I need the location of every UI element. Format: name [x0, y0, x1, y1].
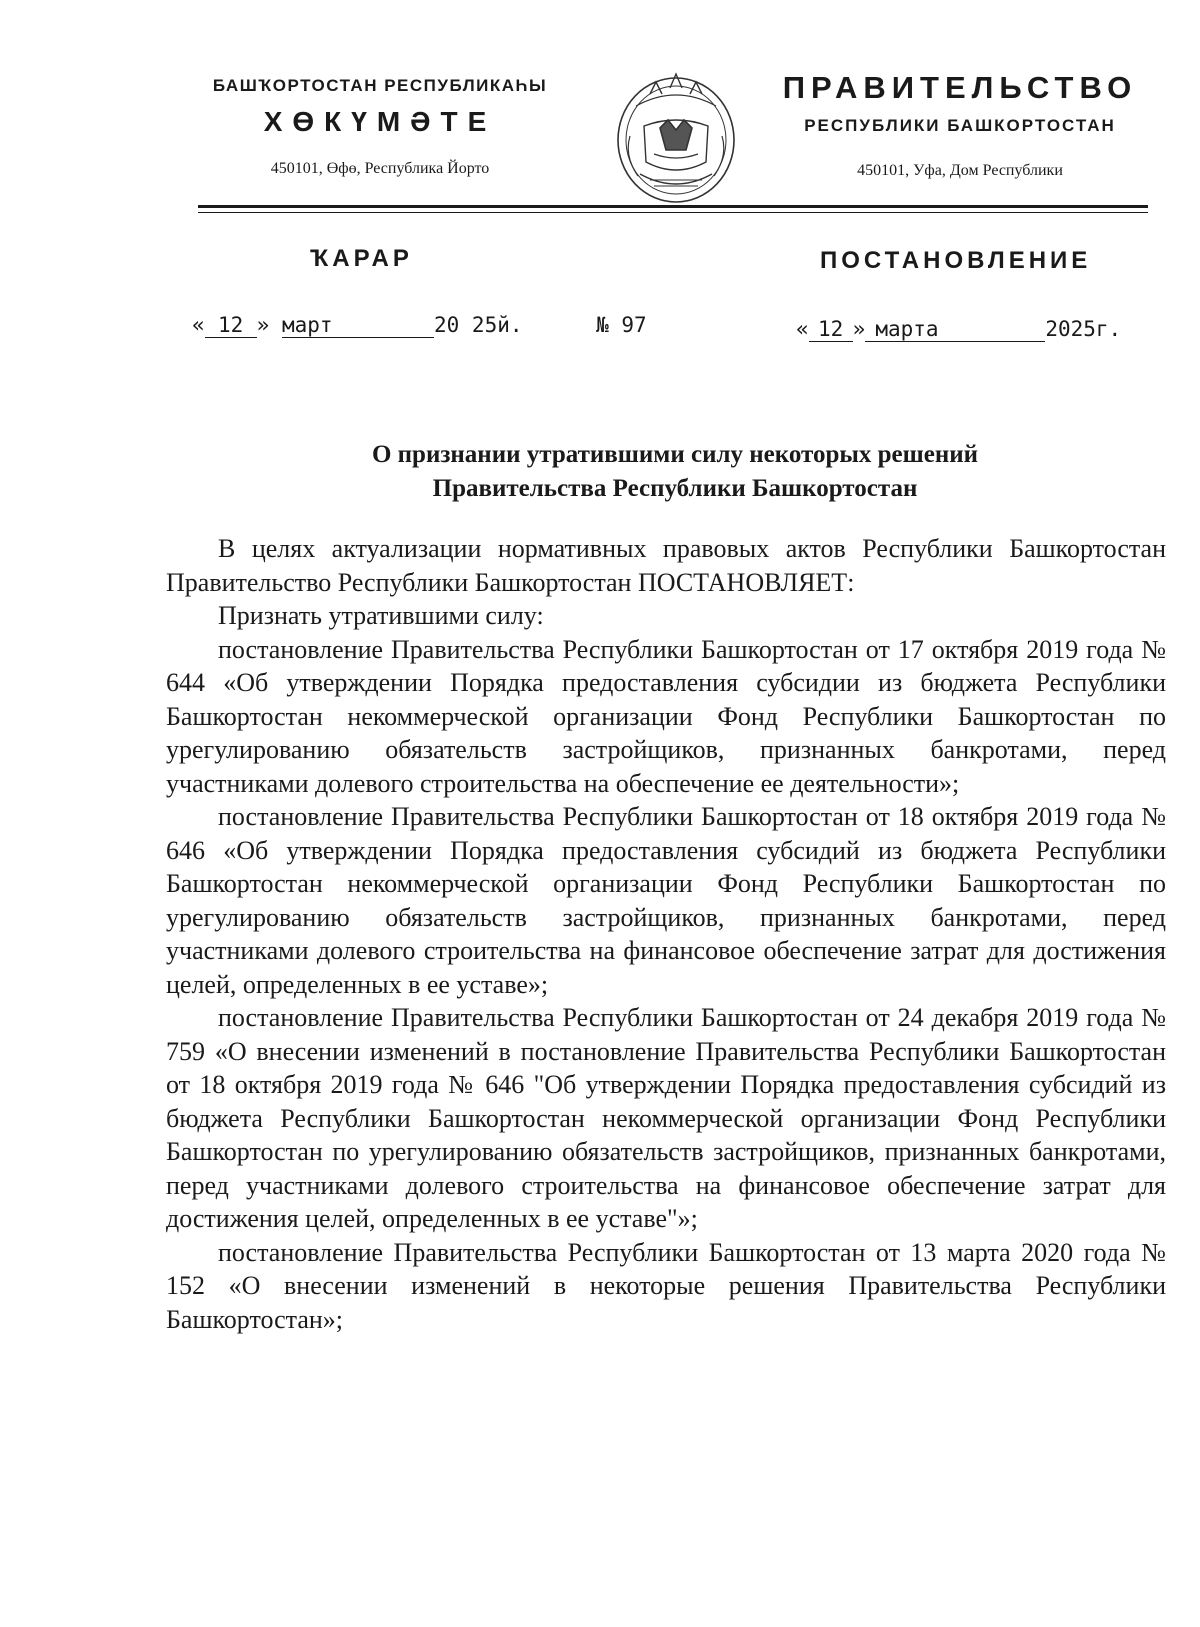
date-ba-year-suffix: 25й. — [471, 313, 523, 337]
header-russian — [770, 70, 1150, 180]
header-ru-republic: РЕСПУБЛИКИ БАШКОРТОСТАН — [804, 116, 1116, 135]
date-ru-day: 12 — [809, 317, 853, 342]
header-ba-republic: БАШҠОРТОСТАН РЕСПУБЛИКАҺЫ — [212, 76, 548, 95]
date-ba-close-quote: » — [256, 313, 270, 337]
paragraph-item-152: постановление Правительства Республики Башкортостан от 13 марта 2020 года № 152 «О внесении изменений в некоторые решения Правительства Республики Башкортостан»; — [166, 1237, 1166, 1334]
date-ba-day: 12 — [205, 313, 257, 338]
paragraph-item-759: постановление Правительства Республики Башкортостан от 24 декабря 2019 года № 759 «О внесении изменений в постановление Правительства Республики Башкортостан от 18 октября 2019 года № 646 "Об утверждении Порядка предоставления субсидий из бюджета Республики Башкортостан некоммерческой организации Фонд Республики Башкортостан по урегулированию обязательств застройщиков, признанных банкротами, перед участниками долевого строительства на финансовое обеспечение затрат для достижения целей, определенных в ее уставе"»; — [166, 1003, 1166, 1233]
date-ru-year-suffix: 25г. — [1070, 317, 1122, 341]
document-title — [160, 438, 1190, 506]
date-ru-open-quote: « — [796, 317, 809, 341]
paragraph-resolution: Признать утратившими силу: — [218, 601, 544, 630]
paragraph-item-644: постановление Правительства Республики Башкортостан от 17 октября 2019 года № 644 «Об утверждении Порядка предоставления субсидии из бюджета Республики Башкортостан некоммерческой организации Фонд Республики Башкортостан по урегулированию обязательств застройщиков, признанных банкротами, перед участниками долевого строительства на обеспечение ее деятельности»; — [166, 634, 1166, 798]
header-ru-government: ПРАВИТЕЛЬСТВО — [782, 70, 1138, 105]
paragraph-item-646: постановление Правительства Республики Башкортостан от 18 октября 2019 года № 646 «Об утверждении Порядка предоставления субсидий из бюджета Республики Башкортостан некоммерческой организации Фонд Республики Башкортостан по урегулированию обязательств застройщиков, признанных банкротами, перед участниками долевого строительства на финансовое обеспечение затрат для достижения целей, определенных в ее уставе»; — [166, 802, 1166, 999]
header-ba-address: 450101, Өфө, Республика Йорто — [270, 160, 490, 177]
document-body — [166, 532, 1166, 1336]
date-ru-month: марта — [865, 317, 1045, 342]
coat-of-arms-icon — [610, 66, 742, 206]
document-number-value: 97 — [621, 313, 647, 337]
date-ru-year-prefix: 20 — [1045, 317, 1071, 341]
header-bashkir — [170, 76, 590, 178]
date-ba-open-quote: « — [192, 313, 205, 337]
doctype-russian: ПОСТАНОВЛЕНИЕ — [820, 247, 1092, 274]
header-divider-thick — [198, 205, 1148, 208]
title-line-2: Правительства Республики Башкортостан — [432, 475, 918, 502]
header-divider-thin — [198, 212, 1148, 213]
document-number-label: № — [596, 313, 609, 337]
date-ru-close-quote: » — [852, 317, 866, 341]
date-ba-month: март — [282, 313, 434, 338]
paragraph-preamble: В целях актуализации нормативных правовых актов Республики Башкортостан Правительство Республики Башкортостан ПОСТАНОВЛЯЕТ: — [166, 534, 1166, 597]
date-russian — [796, 317, 1121, 342]
header-ba-government: ХӨКҮМӘТЕ — [263, 106, 497, 137]
date-bashkir — [192, 313, 523, 338]
title-line-1: О признании утратившими силу некоторых решений — [371, 441, 979, 468]
document-number — [596, 313, 647, 337]
doctype-bashkir: ҠАРАР — [310, 245, 413, 272]
header-ru-address: 450101, Уфа, Дом Республики — [857, 162, 1063, 179]
date-ba-year-prefix: 20 — [433, 313, 460, 337]
